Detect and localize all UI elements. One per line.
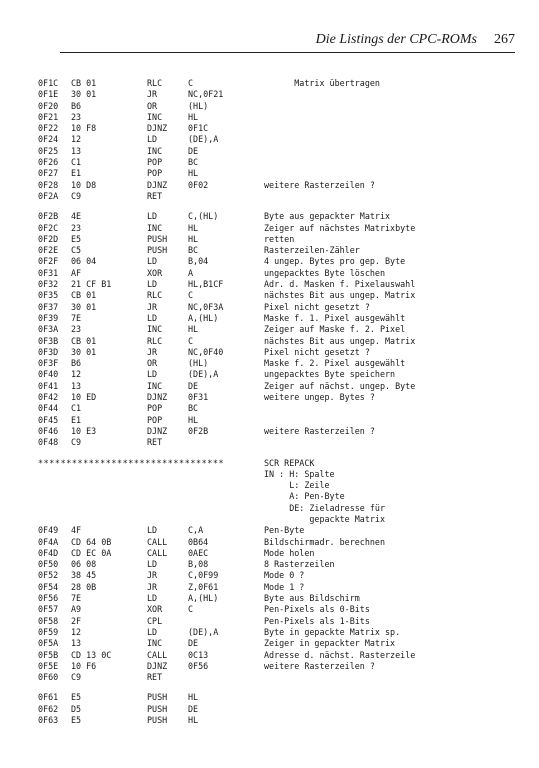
operand: DE	[188, 638, 199, 649]
comment: Zeiger auf Maske f. 2. Pixel	[264, 324, 406, 335]
opcode-bytes: 13	[71, 145, 82, 156]
opcode-bytes: E5	[71, 233, 82, 244]
address: 0F54	[38, 581, 59, 592]
mnemonic: LD	[147, 369, 158, 380]
address: 0F41	[38, 380, 59, 391]
listing-row	[38, 369, 518, 380]
comment: Zeiger in gepackter Matrix	[264, 638, 396, 649]
mnemonic: LD	[147, 134, 158, 145]
section-gap	[38, 202, 518, 211]
assembly-listing	[38, 78, 518, 726]
comment: DE: Zieladresse für	[264, 502, 386, 513]
operand: HL	[188, 111, 199, 122]
listing-row	[38, 336, 518, 347]
operand: BC	[188, 157, 199, 168]
mnemonic: PUSH	[147, 715, 168, 726]
operand: DE	[188, 145, 199, 156]
address: 0F56	[38, 593, 59, 604]
mnemonic: RET	[147, 672, 163, 683]
opcode-bytes: 23	[71, 111, 82, 122]
comment: Maske f. 1. Pixel ausgewählt	[264, 312, 406, 323]
listing-row	[38, 134, 518, 145]
opcode-bytes: 38 45	[71, 570, 97, 581]
mnemonic: XOR	[147, 604, 163, 615]
comment: Zeiger auf nächst. ungep. Byte	[264, 380, 416, 391]
address: 0F2D	[38, 233, 59, 244]
mnemonic: LD	[147, 256, 158, 267]
mnemonic: DJNZ	[147, 179, 168, 190]
comment: gepackte Matrix	[264, 513, 386, 524]
listing-row	[38, 180, 518, 191]
listing-row	[38, 525, 518, 536]
listing-row	[38, 245, 518, 256]
mnemonic: PUSH	[147, 245, 168, 256]
operand: (DE),A	[188, 626, 219, 637]
listing-row	[38, 223, 518, 234]
opcode-bytes: 12	[71, 134, 82, 145]
opcode-bytes: CB 01	[71, 335, 97, 346]
opcode-bytes: E1	[71, 168, 82, 179]
comment: weitere ungep. Bytes ?	[264, 392, 375, 403]
page-number: 267	[494, 32, 515, 47]
address: 0F52	[38, 570, 59, 581]
mnemonic: LD	[147, 593, 158, 604]
address: 0F3F	[38, 358, 59, 369]
opcode-bytes: 06 04	[71, 256, 97, 267]
opcode-bytes: 4E	[71, 211, 82, 222]
comment: SCR REPACK	[264, 457, 315, 468]
address: 0F42	[38, 392, 59, 403]
opcode-bytes: 10 ED	[71, 392, 97, 403]
opcode-bytes: CD 64 0B	[71, 536, 112, 547]
listing-row	[38, 415, 518, 426]
opcode-bytes: 23	[71, 222, 82, 233]
listing-row	[38, 347, 518, 358]
listing-row	[38, 290, 518, 301]
mnemonic: INC	[147, 380, 163, 391]
listing-row	[38, 426, 518, 437]
mnemonic: DJNZ	[147, 392, 168, 403]
opcode-bytes: 12	[71, 369, 82, 380]
listing-row	[38, 627, 518, 638]
operand: 0F56	[188, 660, 209, 671]
listing-row	[38, 437, 518, 448]
operand: 0F31	[188, 392, 209, 403]
address: 0F1E	[38, 89, 59, 100]
comment: Pixel nicht gesetzt ?	[264, 301, 370, 312]
comment: Rasterzeilen-Zähler	[264, 245, 360, 256]
address: 0F63	[38, 715, 59, 726]
comment: Pen-Pixels als 0-Bits	[264, 604, 370, 615]
address: 0F40	[38, 369, 59, 380]
mnemonic: LD	[147, 559, 158, 570]
operand: (DE),A	[188, 369, 219, 380]
listing-row	[38, 381, 518, 392]
comment: ungepacktes Byte löschen	[264, 267, 386, 278]
opcode-bytes: 4F	[71, 525, 82, 536]
opcode-bytes: CB 01	[71, 78, 97, 88]
comment: A: Pen-Byte	[264, 491, 345, 502]
listing-row	[38, 514, 518, 525]
operand: C,(HL)	[188, 211, 219, 222]
opcode-bytes: 30 01	[71, 346, 97, 357]
opcode-bytes: C9	[71, 672, 82, 683]
mnemonic: PUSH	[147, 703, 168, 714]
comment: nächstes Bit aus ungep. Matrix	[264, 290, 416, 301]
mnemonic: JR	[147, 346, 158, 357]
address: 0F35	[38, 290, 59, 301]
operand: C	[188, 290, 194, 301]
operand: HL	[188, 168, 199, 179]
address: 0F31	[38, 267, 59, 278]
address: 0F2B	[38, 211, 59, 222]
mnemonic: DJNZ	[147, 425, 168, 436]
listing-row	[38, 593, 518, 604]
operand: (DE),A	[188, 134, 219, 145]
operand: NC,0F40	[188, 346, 224, 357]
mnemonic: CALL	[147, 536, 168, 547]
comment: Byte in gepackte Matrix sp.	[264, 626, 401, 637]
mnemonic: RLC	[147, 335, 163, 346]
opcode-bytes: 7E	[71, 312, 82, 323]
operand: HL	[188, 692, 199, 703]
comment: ungepacktes Byte speichern	[264, 369, 396, 380]
address: 0F46	[38, 425, 59, 436]
listing-row	[38, 191, 518, 202]
mnemonic: RLC	[147, 78, 163, 88]
listing-row	[38, 537, 518, 548]
listing-row	[38, 78, 518, 89]
operand: HL,B1CF	[188, 279, 224, 290]
operand: NC,0F3A	[188, 301, 224, 312]
listing-row	[38, 638, 518, 649]
address: 0F32	[38, 279, 59, 290]
mnemonic: LD	[147, 525, 158, 536]
separator-stars: *********************************	[38, 457, 225, 468]
listing-row	[38, 704, 518, 715]
address: 0F57	[38, 604, 59, 615]
listing-row	[38, 480, 518, 491]
address: 0F26	[38, 157, 59, 168]
listing-row	[38, 157, 518, 168]
listing-row	[38, 604, 518, 615]
listing-row	[38, 616, 518, 627]
listing-row	[38, 112, 518, 123]
address: 0F50	[38, 559, 59, 570]
mnemonic: INC	[147, 222, 163, 233]
listing-row	[38, 146, 518, 157]
opcode-bytes: CD EC 0A	[71, 547, 112, 558]
listing-row	[38, 559, 518, 570]
address: 0F2A	[38, 190, 59, 201]
mnemonic: JR	[147, 301, 158, 312]
opcode-bytes: C1	[71, 157, 82, 168]
opcode-bytes: 10 D8	[71, 179, 97, 190]
opcode-bytes: A9	[71, 604, 82, 615]
operand: C	[188, 335, 194, 346]
operand: A	[188, 267, 194, 278]
address: 0F62	[38, 703, 59, 714]
operand: C,0F99	[188, 570, 219, 581]
address: 0F25	[38, 145, 59, 156]
opcode-bytes: 13	[71, 380, 82, 391]
address: 0F5E	[38, 660, 59, 671]
opcode-bytes: B6	[71, 358, 82, 369]
mnemonic: JR	[147, 89, 158, 100]
mnemonic: OR	[147, 358, 158, 369]
operand: C	[188, 604, 194, 615]
listing-row	[38, 123, 518, 134]
section-gap	[38, 449, 518, 458]
opcode-bytes: 10 F8	[71, 123, 97, 134]
listing-row	[38, 89, 518, 100]
operand: C	[188, 78, 194, 88]
comment: Mode 1 ?	[264, 581, 305, 592]
opcode-bytes: 10 F6	[71, 660, 97, 671]
listing-row	[38, 491, 518, 502]
comment: Zeiger auf nächstes Matrixbyte	[264, 222, 416, 233]
operand: 0F1C	[188, 123, 209, 134]
operand: DE	[188, 703, 199, 714]
operand: BC	[188, 245, 199, 256]
operand: HL	[188, 222, 199, 233]
comment: 4 ungep. Bytes pro gep. Byte	[264, 256, 406, 267]
opcode-bytes: 30 01	[71, 89, 97, 100]
operand: 0B64	[188, 536, 209, 547]
mnemonic: CALL	[147, 547, 168, 558]
listing-row	[38, 672, 518, 683]
operand: B,08	[188, 559, 209, 570]
mnemonic: CPL	[147, 615, 163, 626]
opcode-bytes: 23	[71, 324, 82, 335]
address: 0F3B	[38, 335, 59, 346]
comment: 8 Rasterzeilen	[264, 559, 335, 570]
operand: (HL)	[188, 358, 209, 369]
page-header	[60, 32, 515, 53]
opcode-bytes: 7E	[71, 593, 82, 604]
comment: Pixel nicht gesetzt ?	[264, 346, 370, 357]
operand: HL	[188, 324, 199, 335]
opcode-bytes: 12	[71, 626, 82, 637]
address: 0F2E	[38, 245, 59, 256]
opcode-bytes: E1	[71, 414, 82, 425]
operand: HL	[188, 414, 199, 425]
comment: Byte aus Bildschirm	[264, 593, 360, 604]
listing-row	[38, 548, 518, 559]
mnemonic: LD	[147, 279, 158, 290]
mnemonic: INC	[147, 145, 163, 156]
comment: retten	[264, 233, 295, 244]
operand: 0F02	[188, 179, 209, 190]
address: 0F44	[38, 403, 59, 414]
listing-row	[38, 324, 518, 335]
comment: Maske f. 2. Pixel ausgewählt	[264, 358, 406, 369]
comment: Pen-Byte	[264, 525, 305, 536]
listing-row	[38, 302, 518, 313]
opcode-bytes: CB 01	[71, 290, 97, 301]
listing-row	[38, 570, 518, 581]
mnemonic: PUSH	[147, 692, 168, 703]
comment: Bildschirmadr. berechnen	[264, 536, 386, 547]
opcode-bytes: C5	[71, 245, 82, 256]
listing-row	[38, 313, 518, 324]
operand: HL	[188, 715, 199, 726]
mnemonic: JR	[147, 570, 158, 581]
listing-row	[38, 234, 518, 245]
mnemonic: INC	[147, 638, 163, 649]
listing-row	[38, 168, 518, 179]
address: 0F22	[38, 123, 59, 134]
address: 0F2F	[38, 256, 59, 267]
address: 0F20	[38, 100, 59, 111]
listing-row	[38, 503, 518, 514]
mnemonic: RET	[147, 437, 163, 448]
operand: DE	[188, 380, 199, 391]
operand: 0AEC	[188, 547, 209, 558]
comment: Mode holen	[264, 547, 315, 558]
address: 0F1C	[38, 78, 59, 88]
section-separator	[38, 458, 518, 469]
running-title: Die Listings der CPC-ROMs	[315, 32, 477, 47]
opcode-bytes: 30 01	[71, 301, 97, 312]
comment: IN : H: Spalte	[264, 468, 335, 479]
address: 0F45	[38, 414, 59, 425]
address: 0F61	[38, 692, 59, 703]
opcode-bytes: 06 08	[71, 559, 97, 570]
mnemonic: DJNZ	[147, 660, 168, 671]
comment: L: Zeile	[264, 480, 330, 491]
mnemonic: POP	[147, 157, 163, 168]
operand: B,04	[188, 256, 209, 267]
mnemonic: RET	[147, 190, 163, 201]
operand: 0C13	[188, 649, 209, 660]
address: 0F49	[38, 525, 59, 536]
listing-row	[38, 392, 518, 403]
listing-row	[38, 279, 518, 290]
operand: BC	[188, 403, 199, 414]
address: 0F4D	[38, 547, 59, 558]
address: 0F60	[38, 672, 59, 683]
opcode-bytes: B6	[71, 100, 82, 111]
address: 0F59	[38, 626, 59, 637]
listing-row	[38, 715, 518, 726]
mnemonic: JR	[147, 581, 158, 592]
address: 0F37	[38, 301, 59, 312]
address: 0F39	[38, 312, 59, 323]
comment: Mode 0 ?	[264, 570, 305, 581]
listing-row	[38, 211, 518, 222]
listing-row	[38, 661, 518, 672]
listing-row	[38, 582, 518, 593]
listing-row	[38, 358, 518, 369]
mnemonic: PUSH	[147, 233, 168, 244]
opcode-bytes: 21 CF B1	[71, 279, 112, 290]
opcode-bytes: D5	[71, 703, 82, 714]
listing-row	[38, 650, 518, 661]
listing-row	[38, 403, 518, 414]
address: 0F21	[38, 111, 59, 122]
mnemonic: LD	[147, 626, 158, 637]
comment: nächstes Bit aus ungep. Matrix	[264, 335, 416, 346]
mnemonic: POP	[147, 403, 163, 414]
mnemonic: INC	[147, 111, 163, 122]
mnemonic: POP	[147, 168, 163, 179]
opcode-bytes: 28 0B	[71, 581, 97, 592]
comment: weitere Rasterzeilen ?	[264, 660, 375, 671]
comment: weitere Rasterzeilen ?	[264, 425, 375, 436]
address: 0F3D	[38, 346, 59, 357]
opcode-bytes: AF	[71, 267, 82, 278]
address: 0F5B	[38, 649, 59, 660]
address: 0F2C	[38, 222, 59, 233]
address: 0F27	[38, 168, 59, 179]
listing-row	[38, 469, 518, 480]
comment: Adresse d. nächst. Rasterzeile	[264, 649, 416, 660]
mnemonic: INC	[147, 324, 163, 335]
opcode-bytes: CD 13 0C	[71, 649, 112, 660]
operand: A,(HL)	[188, 593, 219, 604]
address: 0F58	[38, 615, 59, 626]
operand: Z,0F61	[188, 581, 219, 592]
address: 0F48	[38, 437, 59, 448]
operand: A,(HL)	[188, 312, 219, 323]
comment: Matrix übertragen	[264, 78, 380, 88]
mnemonic: CALL	[147, 649, 168, 660]
opcode-bytes: E5	[71, 692, 82, 703]
operand: 0F2B	[188, 425, 209, 436]
opcode-bytes: 10 E3	[71, 425, 97, 436]
mnemonic: XOR	[147, 267, 163, 278]
mnemonic: LD	[147, 312, 158, 323]
operand: HL	[188, 233, 199, 244]
listing-row	[38, 268, 518, 279]
opcode-bytes: C9	[71, 190, 82, 201]
comment: Adr. d. Masken f. Pixelauswahl	[264, 279, 416, 290]
comment: weitere Rasterzeilen ?	[264, 179, 375, 190]
opcode-bytes: E5	[71, 715, 82, 726]
mnemonic: OR	[147, 100, 158, 111]
address: 0F28	[38, 179, 59, 190]
operand: (HL)	[188, 100, 209, 111]
listing-row	[38, 101, 518, 112]
address: 0F3A	[38, 324, 59, 335]
operand: C,A	[188, 525, 204, 536]
listing-row	[38, 256, 518, 267]
mnemonic: DJNZ	[147, 123, 168, 134]
mnemonic: RLC	[147, 290, 163, 301]
address: 0F4A	[38, 536, 59, 547]
opcode-bytes: C1	[71, 403, 82, 414]
section-gap	[38, 683, 518, 692]
comment: Byte aus gepackter Matrix	[264, 211, 391, 222]
comment: Pen-Pixels als 1-Bits	[264, 615, 370, 626]
opcode-bytes: 2F	[71, 615, 82, 626]
operand: NC,0F21	[188, 89, 224, 100]
mnemonic: POP	[147, 414, 163, 425]
listing-row	[38, 692, 518, 703]
address: 0F5A	[38, 638, 59, 649]
mnemonic: LD	[147, 211, 158, 222]
opcode-bytes: C9	[71, 437, 82, 448]
opcode-bytes: 13	[71, 638, 82, 649]
address: 0F24	[38, 134, 59, 145]
